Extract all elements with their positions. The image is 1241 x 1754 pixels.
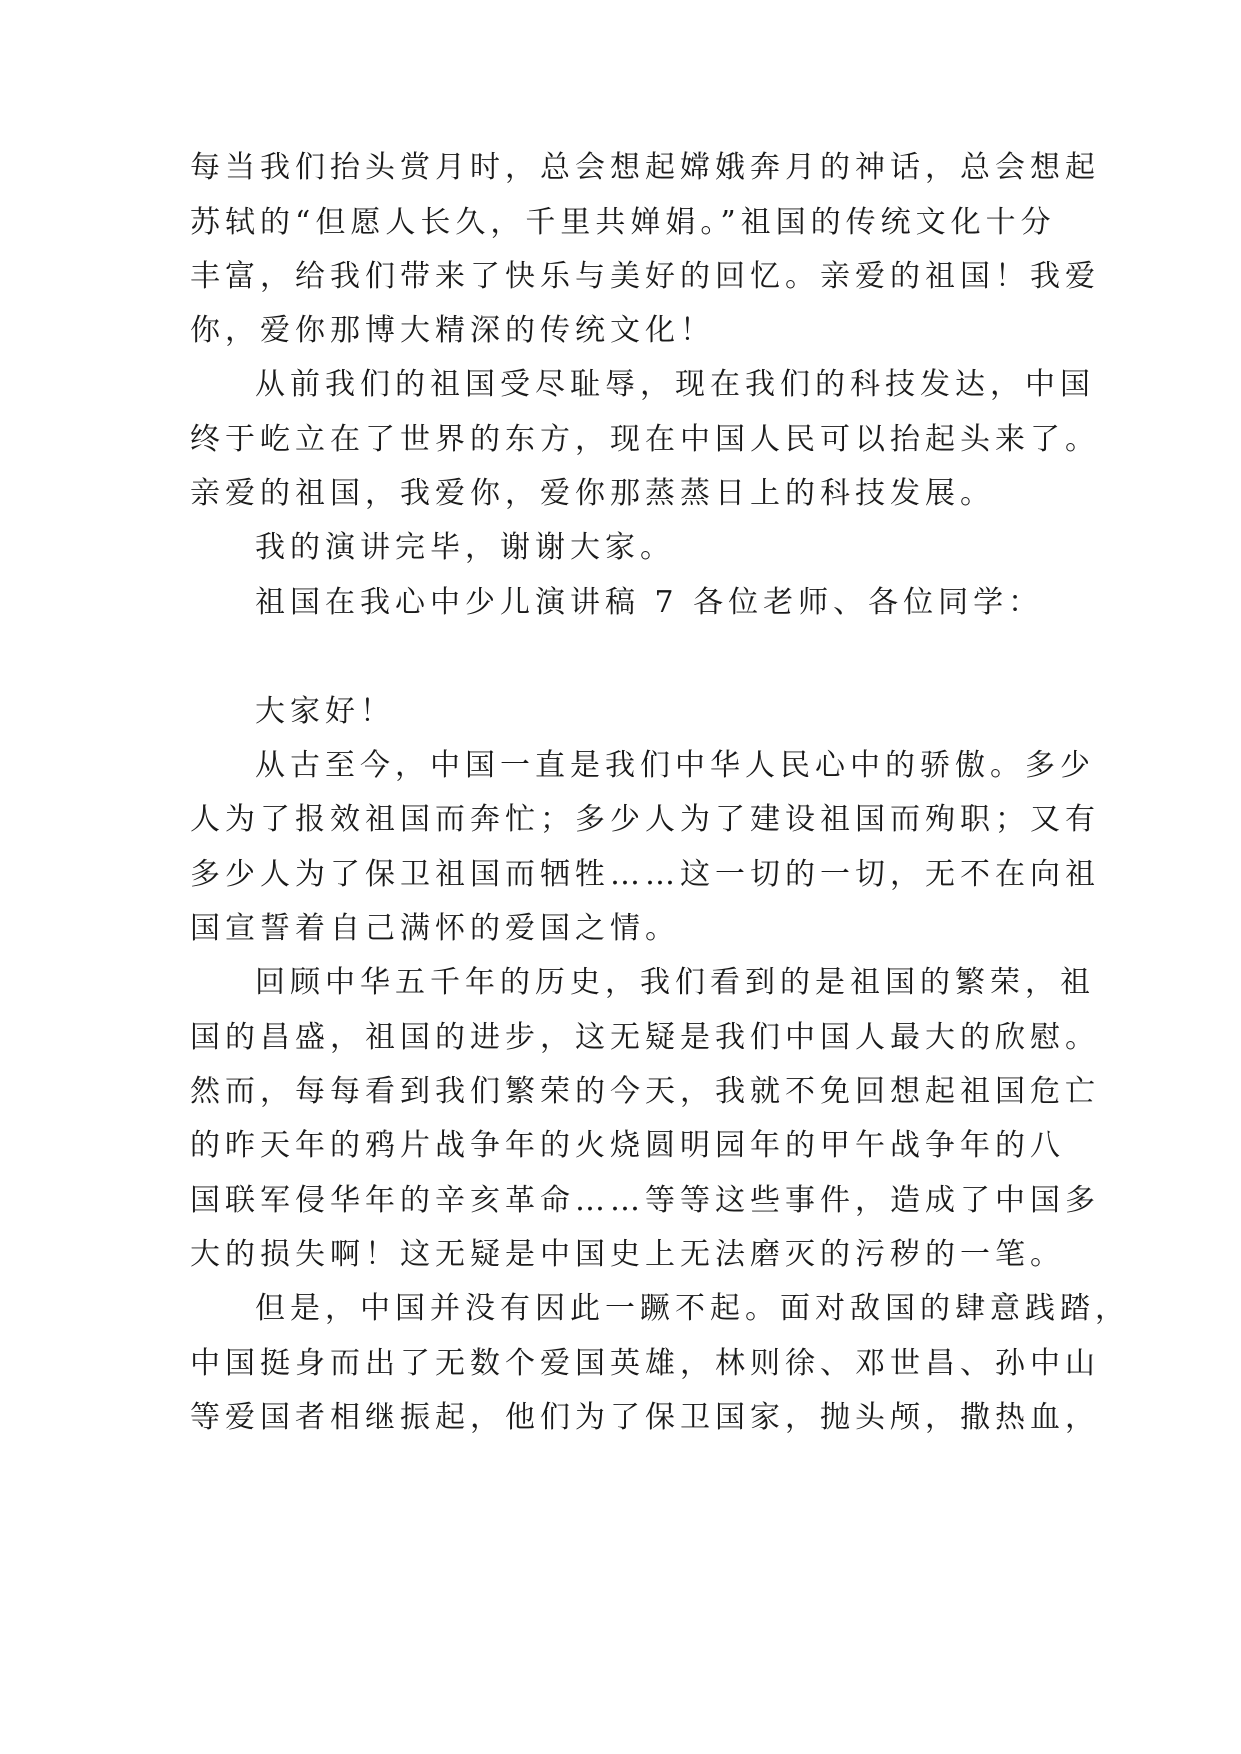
text-line: 多少人为了保卫祖国而牺牲……这一切的一切，无不在向祖 (190, 857, 1100, 892)
paragraph-first-line: 从古至今，中国一直是我们中华人民心中的骄傲。多少 (255, 748, 1095, 783)
text-line: 亲爱的祖国，我爱你，爱你那蒸蒸日上的科技发展。 (190, 476, 995, 511)
closing-line: 我的演讲完毕，谢谢大家。 (255, 530, 675, 565)
text-line: 国宣誓着自己满怀的爱国之情。 (190, 911, 680, 946)
text-line: 的昨天年的鸦片战争年的火烧圆明园年的甲午战争年的八 (190, 1128, 1065, 1163)
text-line: 苏轼的“但愿人长久，千里共婵娟。”祖国的传统文化十分 (190, 205, 1056, 240)
text-line: 中国挺身而出了无数个爱国英雄，林则徐、邓世昌、孙中山 (190, 1346, 1100, 1381)
text-line: 你，爱你那博大精深的传统文化！ (190, 313, 715, 348)
text-line: 每当我们抬头赏月时，总会想起嫦娥奔月的神话，总会想起 (190, 150, 1100, 185)
text-line: 等爱国者相继振起，他们为了保卫国家，抛头颅，撒热血， (190, 1400, 1100, 1435)
paragraph-first-line: 但是，中国并没有因此一蹶不起。面对敌国的肆意践踏， (255, 1291, 1130, 1326)
speech-title-line: 祖国在我心中少儿演讲稿 7 各位老师、各位同学： (255, 585, 1044, 620)
text-line: 然而，每每看到我们繁荣的今天，我就不免回想起祖国危亡 (190, 1074, 1100, 1109)
text-line: 国的昌盛，祖国的进步，这无疑是我们中国人最大的欣慰。 (190, 1020, 1100, 1055)
paragraph-first-line: 回顾中华五千年的历史，我们看到的是祖国的繁荣，祖 (255, 965, 1095, 1000)
text-line: 大的损失啊！这无疑是中国史上无法磨灭的污秽的一笔。 (190, 1237, 1065, 1272)
text-line: 终于屹立在了世界的东方，现在中国人民可以抬起头来了。 (190, 422, 1100, 457)
text-line: 人为了报效祖国而奔忙；多少人为了建设祖国而殉职；又有 (190, 802, 1100, 837)
text-line: 丰富，给我们带来了快乐与美好的回忆。亲爱的祖国！我爱 (190, 259, 1100, 294)
text-line: 国联军侵华年的辛亥革命……等等这些事件，造成了中国多 (190, 1183, 1100, 1218)
paragraph-first-line: 从前我们的祖国受尽耻辱，现在我们的科技发达，中国 (255, 367, 1095, 402)
greeting-line: 大家好！ (255, 694, 395, 729)
